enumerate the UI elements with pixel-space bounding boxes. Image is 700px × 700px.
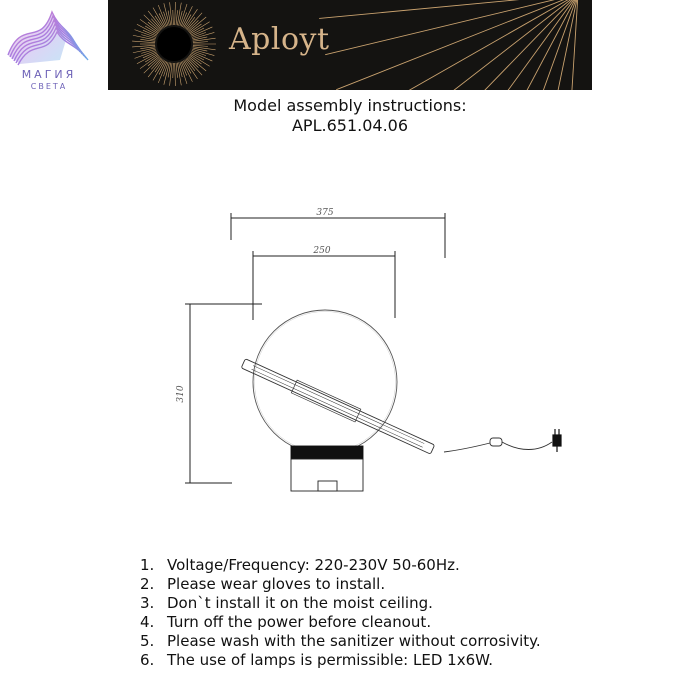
instruction-text: Turn off the power before cleanout. <box>167 613 432 631</box>
instruction-text: The use of lamps is permissible: LED 1x6W. <box>167 651 494 669</box>
dim-height: 310 <box>176 385 186 403</box>
instruction-item <box>140 613 541 632</box>
instruction-item <box>140 556 541 575</box>
instructions-list <box>140 556 541 670</box>
brand-name: Aployt <box>229 22 330 57</box>
logo-subtitle: СВЕТА <box>30 82 68 91</box>
instruction-number: 4. <box>140 613 155 631</box>
page-title: Model assembly instructions: <box>233 96 467 115</box>
instruction-text: Please wear gloves to install. <box>167 575 386 593</box>
instruction-number: 2. <box>140 575 155 593</box>
instruction-item <box>140 594 541 613</box>
instruction-item <box>140 632 541 651</box>
dim-globe-width: 250 <box>313 246 331 256</box>
logo-title: МАГИЯ <box>21 68 77 81</box>
instruction-number: 5. <box>140 632 155 650</box>
instruction-item <box>140 575 541 594</box>
instruction-text: Please wash with the sanitizer without corrosivity. <box>167 632 541 650</box>
instruction-item <box>140 651 541 670</box>
plug-icon <box>553 429 561 452</box>
instruction-number: 6. <box>140 651 155 669</box>
instruction-number: 1. <box>140 556 155 574</box>
instruction-text: Don`t install it on the moist ceiling. <box>167 594 433 612</box>
instruction-text: Voltage/Frequency: 220-230V 50-60Hz. <box>167 556 460 574</box>
dim-overall-width: 375 <box>316 208 334 218</box>
instruction-number: 3. <box>140 594 155 612</box>
globe-lamp-outline <box>240 310 552 491</box>
model-number: APL.651.04.06 <box>291 116 409 135</box>
